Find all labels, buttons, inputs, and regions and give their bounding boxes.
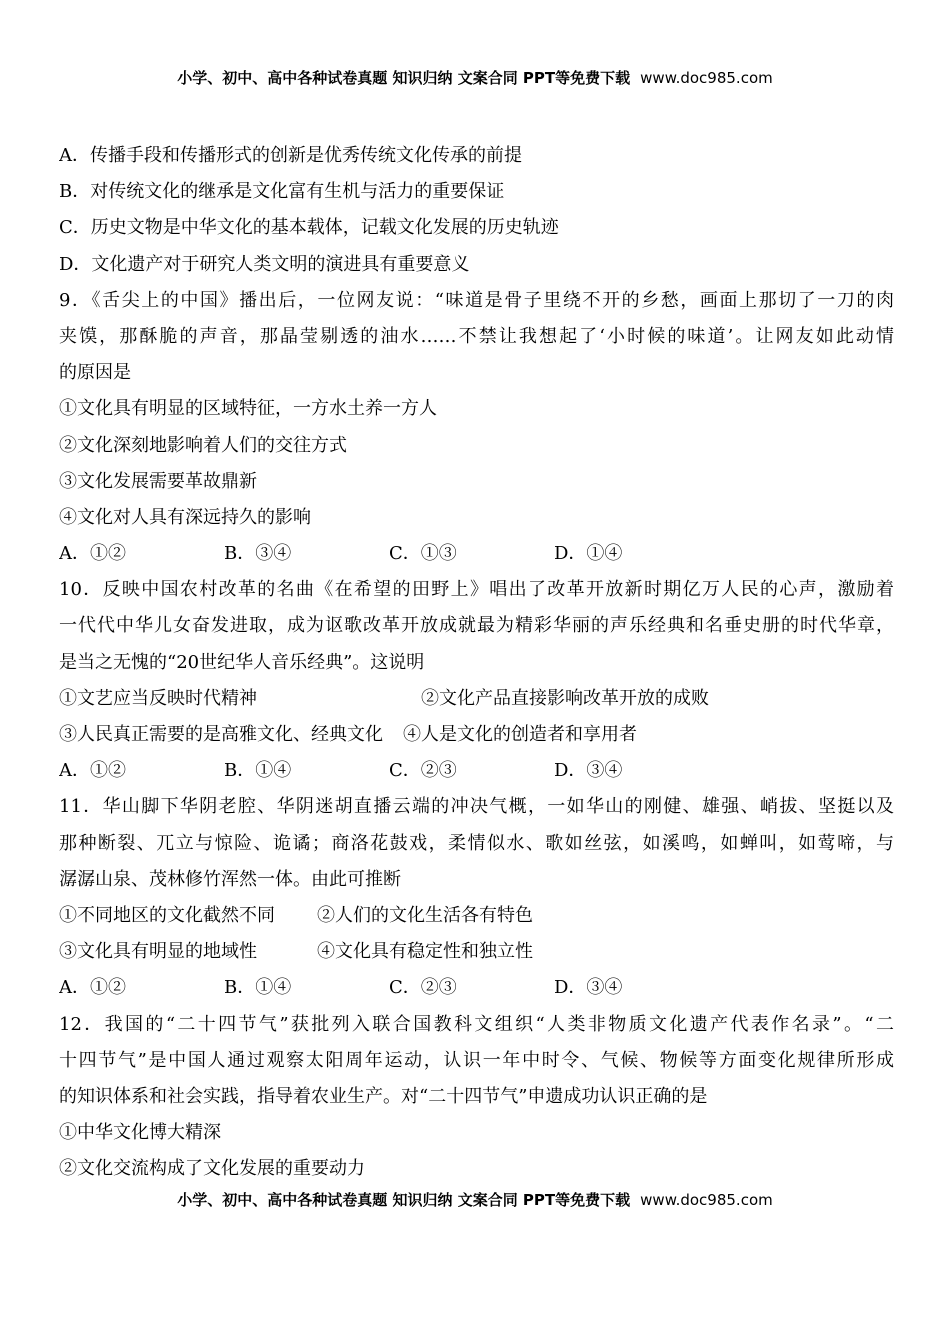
q10-stem-line: 是当之无愧的“20世纪华人音乐经典”。这说明: [59, 651, 425, 673]
q9-choice-c: C．①③: [389, 543, 457, 565]
q8-option-c: C．历史文物是中华文化的基本载体，记载文化发展的历史轨迹: [59, 217, 559, 239]
q11-stem-line: 潺潺山泉、茂林修竹浑然一体。由此可推断: [59, 868, 401, 890]
q11-choice-d: D．③④: [554, 977, 623, 999]
q11-statements-row: [59, 898, 894, 934]
q10-statements-row: [59, 717, 894, 753]
q10-choice-c: C．②③: [389, 760, 457, 782]
footer-banner-text: 小学、初中、高中各种试卷真题 知识归纳 文案合同 PPT等免费下载: [177, 1191, 631, 1209]
q9-statement: ①文化具有明显的区域特征，一方水土养一方人: [59, 398, 437, 420]
q10-stem-line: 一代代中华儿女奋发进取，成为讴歌改革开放成就最为精彩华丽的声乐经典和名垂史册的时代华章，: [59, 615, 894, 637]
q10-choices: [59, 753, 894, 789]
q9-choice-a: A．①②: [59, 543, 126, 565]
q12-statement: ①中华文化博大精深: [59, 1122, 221, 1144]
q11-stem-line: 11．华山脚下华阴老腔、华阴迷胡直播云端的冲决气概，一如华山的刚健、雄强、峭拔、坚挺以及: [59, 796, 894, 818]
header-banner-text: 小学、初中、高中各种试卷真题 知识归纳 文案合同 PPT等免费下载: [177, 69, 631, 87]
q11-statements-row: [59, 934, 894, 970]
q12-stem-line: 的知识体系和社会实践，指导着农业生产。对“二十四节气”申遗成功认识正确的是: [59, 1085, 708, 1107]
q10-choice-a: A．①②: [59, 760, 126, 782]
q10-statement: ②文化产品直接影响改革开放的成败: [421, 687, 709, 709]
q10-statement: ①文艺应当反映时代精神: [59, 687, 257, 709]
q11-choices: [59, 970, 894, 1006]
q8-option-a: A．传播手段和传播形式的创新是优秀传统文化传承的前提: [59, 145, 522, 166]
q9-choice-d: D．①④: [554, 543, 623, 565]
q9-choice-b: B．③④: [224, 543, 292, 565]
q9-statement: ②文化深刻地影响着人们的交往方式: [59, 434, 347, 456]
q11-choice-c: C．②③: [389, 977, 457, 999]
q11-statement: ④文化具有稳定性和独立性: [317, 941, 533, 963]
q8-option-b: B．对传统文化的继承是文化富有生机与活力的重要保证: [59, 181, 505, 203]
q9-stem-line: 夹馍，那酥脆的声音，那晶莹剔透的油水……不禁让我想起了‘小时候的味道’。让网友如此动情: [59, 325, 894, 347]
q11-choice-a: A．①②: [59, 977, 126, 999]
q10-choice-d: D．③④: [554, 760, 623, 782]
q9-choices: [59, 536, 894, 572]
q10-choice-b: B．①④: [224, 760, 292, 782]
q11-statement: ③文化具有明显的地域性: [59, 941, 257, 963]
q9-statement: ③文化发展需要革故鼎新: [59, 470, 257, 492]
q11-stem-line: 那种断裂、兀立与惊险、诡谲；商洛花鼓戏，柔情似水、歌如丝弦，如溪鸣，如蝉叫，如莺啼，与: [59, 832, 894, 854]
document-body: [59, 138, 894, 1187]
q10-statements-row: [59, 681, 894, 717]
q9-stem-line: 的原因是: [59, 362, 131, 384]
footer-banner: [0, 1190, 950, 1210]
q10-statement: ③人民真正需要的是高雅文化、经典文化: [59, 724, 383, 745]
q10-statement: ④人是文化的创造者和享用者: [403, 724, 637, 745]
q9-stem-line: 9．《舌尖上的中国》播出后，一位网友说：“味道是骨子里绕不开的乡愁，画面上那切了一刀的肉: [59, 289, 894, 311]
q12-stem-line: 12．我国的“二十四节气”获批列入联合国教科文组织“人类非物质文化遗产代表作名录”。“二: [59, 1013, 894, 1035]
footer-banner-url[interactable]: www.doc985.com: [640, 1191, 773, 1209]
q12-stem-line: 十四节气”是中国人通过观察太阳周年运动，认识一年中时令、气候、物候等方面变化规律所形成: [59, 1049, 894, 1071]
header-banner: [0, 68, 950, 88]
q10-stem-line: 10．反映中国农村改革的名曲《在希望的田野上》唱出了改革开放新时期亿万人民的心声，激励着: [59, 579, 894, 601]
q11-statement: ①不同地区的文化截然不同: [59, 904, 275, 926]
q8-option-d: D．文化遗产对于研究人类文明的演进具有重要意义: [59, 253, 470, 275]
q11-choice-b: B．①④: [224, 977, 292, 999]
header-banner-url[interactable]: www.doc985.com: [640, 69, 773, 87]
q11-statement: ②人们的文化生活各有特色: [317, 904, 533, 926]
q12-statement: ②文化交流构成了文化发展的重要动力: [59, 1158, 365, 1180]
q9-statement: ④文化对人具有深远持久的影响: [59, 506, 311, 528]
